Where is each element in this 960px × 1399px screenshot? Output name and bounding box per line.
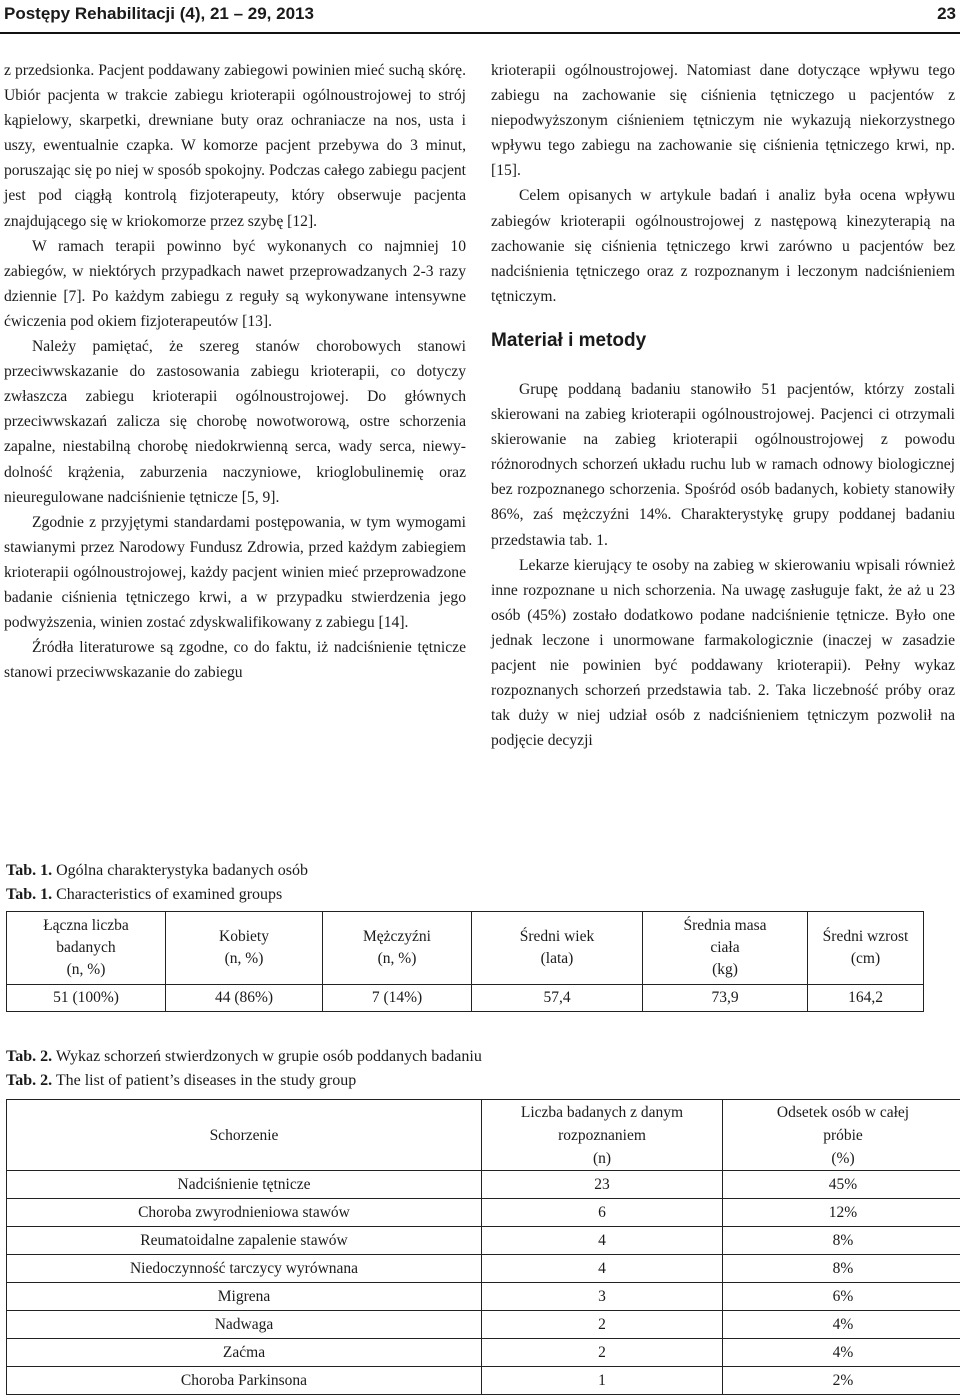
disease-cell: Reumatoidalne zapalenie stawów [7, 1227, 482, 1255]
count-cell: 2 [482, 1311, 723, 1339]
paragraph: Zgodnie z przyjętymi standardami postępowania, w tym wymogami stawianymi przez Narodowy Fundusz Zdrowia, przed każdym zabiegiem krioterapii ogólnoustrojowej, każdy pacjent winien mieć przeprowadzone badanie ciśnienia tętniczego krwi, a w przypadku stwierdzenia jego podwyższenia, winien zostać zdyskwalifikowany z zabiegu [14]. [4, 513, 466, 632]
header-line: (%) [831, 1149, 855, 1167]
count-cell: 6 [482, 1199, 723, 1227]
disease-cell: Nadwaga [7, 1311, 482, 1339]
table2-caption-pl [6, 1045, 482, 1068]
table-cell: 57,4 [472, 985, 643, 1012]
percent-cell: 2% [723, 1367, 960, 1395]
table-cell: 73,9 [643, 985, 808, 1012]
table1 [6, 911, 924, 1012]
left-column [4, 58, 466, 685]
header-line: (n, %) [224, 950, 264, 967]
percent-cell: 4% [723, 1339, 960, 1367]
table-row [7, 1311, 960, 1339]
count-cell: 2 [482, 1339, 723, 1367]
paragraph: Lekarze kierujący te osoby na zabieg w skierowaniu wpisali również inne rozpoznane u nich schorzenia. Na uwagę zasługuje fakt, że aż u 23 osób (45%) zostało dodatkowo podane nadciśnienie tętnicze. Było one jednak leczone i unormowane farmakologicznie (inaczej w zasadzie pacjent nie powinien być poddawany krioterapii). Pełny wykaz rozpoznanych schorzeń przedstawia tab. 2. Taka liczebność próby oraz tak duży w niej udział osób z nadciśnieniem tętniczym pozwolił na podjęcie decyzji [491, 556, 955, 750]
header-line: (kg) [712, 961, 738, 978]
table-row [7, 1171, 960, 1199]
header-cell [7, 912, 166, 985]
header-cell [808, 912, 924, 985]
table1-caption-pl [6, 859, 308, 882]
table-cell: 7 (14%) [323, 985, 472, 1012]
percent-cell: 12% [723, 1199, 960, 1227]
count-cell: 4 [482, 1227, 723, 1255]
disease-cell: Migrena [7, 1283, 482, 1311]
percent-cell: 45% [723, 1171, 960, 1199]
count-cell: 1 [482, 1367, 723, 1395]
running-header [4, 0, 956, 28]
table-row [7, 1227, 960, 1255]
journal-citation: Postępy Rehabilitacji (4), 21 – 29, 2013 [4, 4, 314, 23]
percent-cell: 8% [723, 1255, 960, 1283]
header-line: Mężczyźni [363, 928, 431, 945]
right-column [491, 58, 955, 753]
table1-caption-label: Tab. 1. [6, 862, 53, 879]
table2-caption-label: Tab. 2. [6, 1048, 53, 1065]
table-row [7, 1367, 960, 1395]
percent-cell: 8% [723, 1227, 960, 1255]
header-line: Odsetek osób w całej [776, 1103, 910, 1121]
table-cell: 51 (100%) [7, 985, 166, 1012]
header-line: Schorzenie [209, 1126, 279, 1144]
disease-cell: Choroba zwyrodnieniowa stawów [7, 1199, 482, 1227]
table1-caption-text: Characteristics of examined groups [56, 886, 283, 903]
header-cell [166, 912, 323, 985]
header-line: Łączna liczba [43, 917, 129, 934]
paragraph: z przedsionka. Pacjent poddawany zabiegowi powinien mieć suchą skórę. Ubiór pacjenta w trakcie zabiegu krioterapii ogólnoustrojowej to strój kąpielowy, skarpetki, drewniane buty oraz ochraniacze na nos, usta i uszy, ewentualnie czapka. W komorze pacjent przebywa do 3 minut, poruszając się po niej w sposób spokojny. Podczas całego zabiegu pacjent jest pod ciągłą kontrolą fizjoterapeuty, który obserwuje pacjenta znajdującego się w kriokomorze przez szybę [12]. [4, 62, 466, 230]
disease-cell: Zaćma [7, 1339, 482, 1367]
header-line: próbie [823, 1126, 863, 1144]
table-row [7, 1339, 960, 1367]
table-cell: 164,2 [808, 985, 924, 1012]
table2-caption-en [6, 1069, 356, 1092]
table1-caption-label: Tab. 1. [6, 886, 53, 903]
count-cell: 23 [482, 1171, 723, 1199]
header-line: (n, %) [66, 961, 106, 978]
table-header-row [7, 912, 924, 985]
header-line: (n) [592, 1149, 612, 1167]
table2-caption-text: Wykaz schorzeń stwierdzonych w grupie osób poddanych badaniu [55, 1048, 482, 1065]
header-line: (cm) [850, 950, 881, 967]
header-cell [323, 912, 472, 985]
table2 [6, 1099, 960, 1395]
section-heading: Materiał i metody [491, 329, 647, 351]
header-line: Średni wiek [519, 928, 595, 945]
disease-cell: Nadciśnienie tętnicze [7, 1171, 482, 1199]
table1-caption-text: Ogólna charakterystyka badanych osób [56, 862, 309, 879]
count-cell: 4 [482, 1255, 723, 1283]
header-line: badanych [56, 939, 116, 956]
table-cell: 44 (86%) [166, 985, 323, 1012]
header-cell [643, 912, 808, 985]
paragraph: Celem opisanych w artykule badań i analiz była ocena wpływu zabiegów krioterapii ogólnoustrojowej z następową kinezyterapią na zachowanie się ciśnienia tętniczego krwi zarówno u pacjentów bez nadciśnienia tętniczego oraz z rozpoznanym i leczonym nadciśnieniem tętniczym. [491, 187, 955, 305]
paragraph: Należy pamiętać, że szereg stanów chorobowych stanowi przeciwwskazanie do zastosowania zabiegu krioterapii, co dotyczy zwłaszcza zabiegu krioterapii ogólnoustrojowej. Do głównych przeciwwskazań zalicza się chorobę nowotworową, ostre schorzenia zapalne, niestabilną chorobę niedokrwienną serca, wady serca, niewydolność krążenia, zaburzenia naczyniowe, krioglobulinemię oraz nieuregulowane nadciśnienie tętnicze [5, 9]. [4, 338, 466, 506]
table2-caption-text: The list of patient’s diseases in the study group [55, 1072, 357, 1089]
table2-caption-label: Tab. 2. [6, 1072, 53, 1089]
header-line: (lata) [540, 950, 574, 967]
table-row [7, 1199, 960, 1227]
header-line: Średnia masa [683, 917, 767, 934]
percent-cell: 4% [723, 1311, 960, 1339]
header-line: ciała [710, 939, 740, 956]
table-header-row [7, 1100, 960, 1171]
header-cell [7, 1100, 482, 1171]
disease-cell: Niedoczynność tarczycy wyrównana [7, 1255, 482, 1283]
table1-caption-en [6, 883, 282, 906]
header-cell [472, 912, 643, 985]
header-line: Średni wzrost [822, 928, 909, 945]
percent-cell: 6% [723, 1283, 960, 1311]
header-line: Liczba badanych z danym [520, 1103, 684, 1121]
header-line: Kobiety [219, 928, 269, 945]
table-row [7, 1255, 960, 1283]
page-number: 23 [937, 4, 956, 23]
paragraph: W ramach terapii powinno być wykonanych co najmniej 10 zabiegów, w niektórych przypadkach nawet przeprowadzanych 2-3 razy dziennie [7]. Po każdym zabiegu z reguły są wykonywane intensywne ćwiczenia pod okiem fizjoterapeutów [13]. [4, 237, 466, 330]
count-cell: 3 [482, 1283, 723, 1311]
header-cell [723, 1100, 960, 1171]
table-row [7, 985, 924, 1012]
header-rule [0, 32, 960, 34]
header-line: rozpoznaniem [558, 1126, 646, 1144]
disease-cell: Choroba Parkinsona [7, 1367, 482, 1395]
header-cell [482, 1100, 723, 1171]
paragraph: Grupę poddaną badaniu stanowiło 51 pacjentów, którzy zostali skierowani na zabieg krioterapii ogólnoustrojowej. Pacjenci ci otrzymali skierowanie na zabieg krioterapii ogólnoustrojowej z powodu różnorodnych schorzeń układu ruchu lub w ramach odnowy biologicznej bez rozpoznanego schorzenia. Spośród osób badanych, kobiety stanowiły 86%, zaś mężczyźni 14%. Charakterystykę grupy poddanej badaniu przedstawia tab. 1. [491, 380, 955, 549]
paragraph: Źródła literaturowe są zgodne, co do faktu, iż nadciśnienie tętnicze stanowi przeciwwskazanie do zabiegu [4, 639, 466, 682]
table-row [7, 1283, 960, 1311]
paragraph: krioterapii ogólnoustrojowej. Natomiast dane dotyczące wpływu tego zabiegu na zachowanie się ciśnienia tętniczego u pacjentów z niepodwyższonym ciśnieniem tętniczym nie wykazują niekorzystnego wpływu tego zabiegu na zachowanie się ciśnienia tętniczego krwi, np. [15]. [491, 62, 955, 180]
header-line: (n, %) [377, 950, 417, 967]
